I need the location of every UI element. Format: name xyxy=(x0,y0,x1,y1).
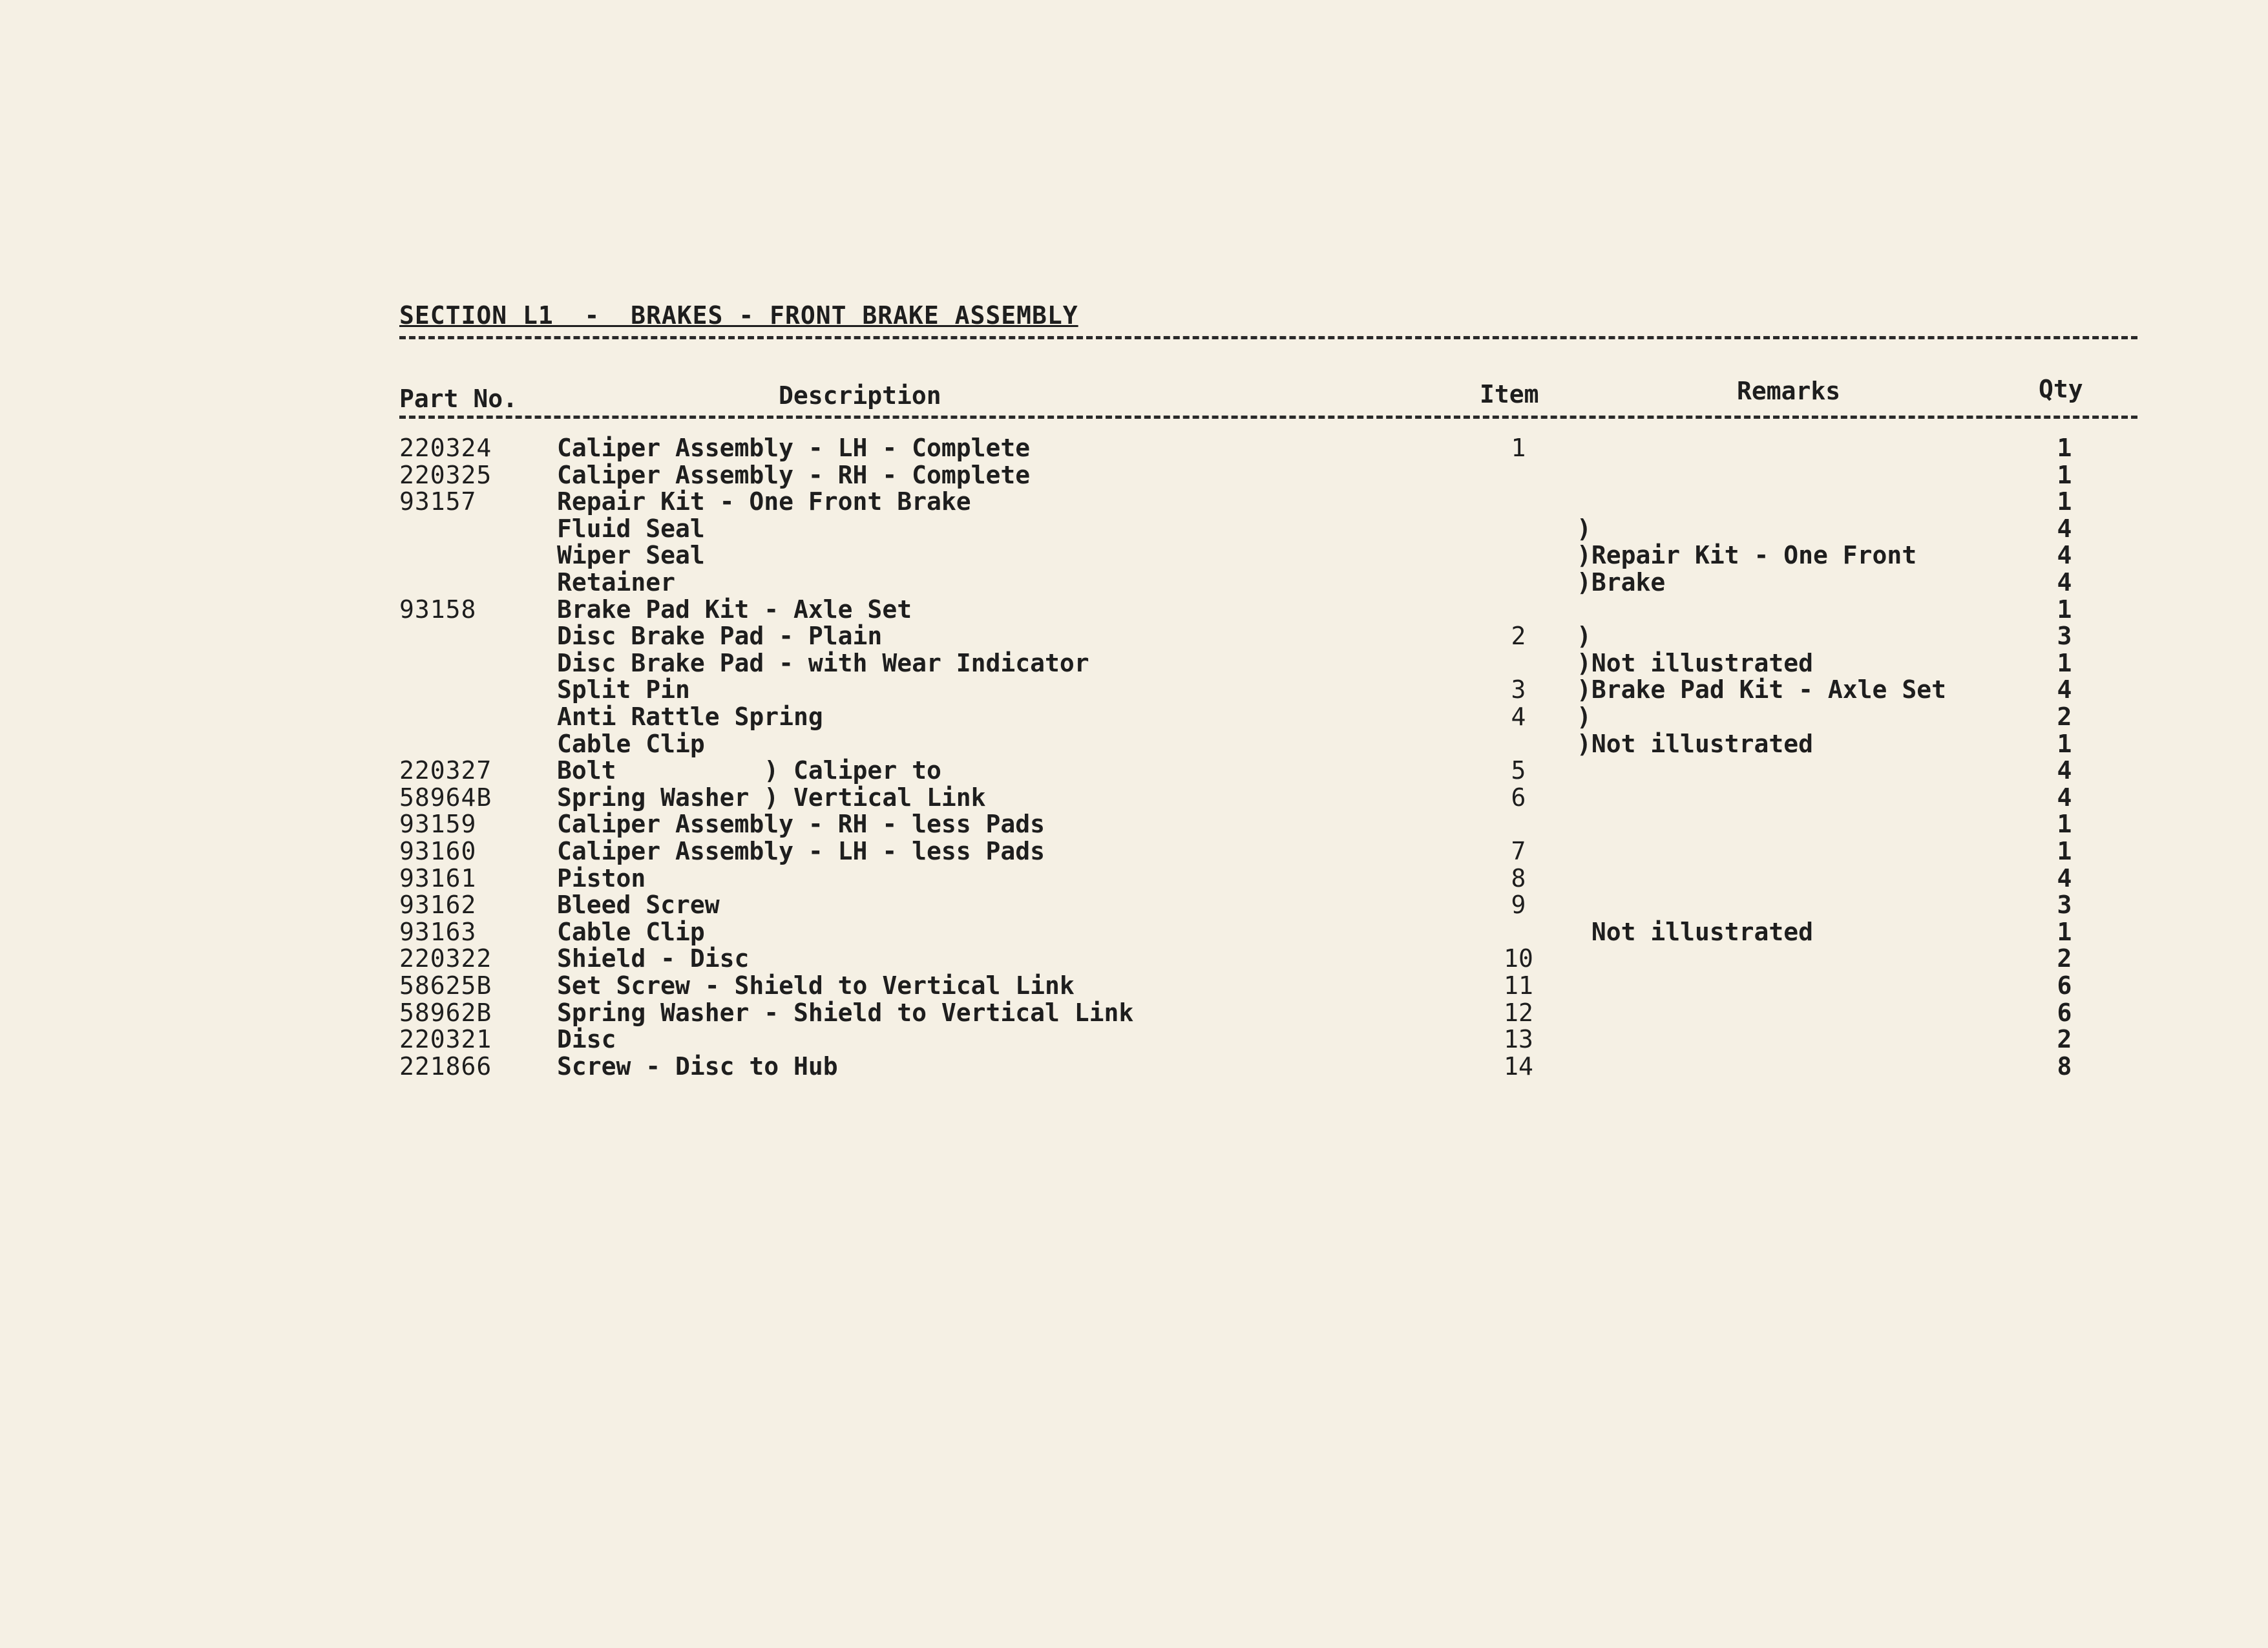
table-row xyxy=(0,865,2268,892)
part-number: 220325 xyxy=(399,460,492,489)
quantity: 2 xyxy=(2057,944,2072,973)
section-title: SECTION L1 - BRAKES - FRONT BRAKE ASSEMBLY xyxy=(399,301,1078,330)
table-row xyxy=(0,891,2268,918)
table-row xyxy=(0,488,2268,515)
quantity: 4 xyxy=(2057,863,2072,893)
part-description: Cable Clip xyxy=(557,729,705,758)
item-number: 5 xyxy=(1511,756,1526,785)
part-number: 220327 xyxy=(399,756,492,785)
quantity: 3 xyxy=(2057,891,2072,920)
part-number: 58964B xyxy=(399,783,492,812)
item-number: 11 xyxy=(1504,971,1533,1000)
quantity: 1 xyxy=(2057,810,2072,839)
header-divider xyxy=(399,416,2137,419)
quantity: 1 xyxy=(2057,434,2072,462)
table-row xyxy=(0,622,2268,650)
part-number: 93161 xyxy=(399,863,477,893)
part-description: Disc Brake Pad - with Wear Indicator xyxy=(557,648,1089,677)
part-description: Anti Rattle Spring xyxy=(557,703,823,731)
table-row xyxy=(0,542,2268,569)
remarks: ) xyxy=(1577,514,1591,543)
item-number: 13 xyxy=(1504,1025,1533,1054)
table-row xyxy=(0,596,2268,623)
table-row xyxy=(0,1026,2268,1053)
part-description: Brake Pad Kit - Axle Set xyxy=(557,595,912,624)
part-description: Caliper Assembly - RH - less Pads xyxy=(557,810,1045,839)
remarks: ) xyxy=(1577,703,1591,731)
item-number: 9 xyxy=(1511,891,1526,920)
part-description: Screw - Disc to Hub xyxy=(557,1051,838,1081)
part-description: Set Screw - Shield to Vertical Link xyxy=(557,971,1075,1000)
part-number: 93162 xyxy=(399,891,477,920)
header-qty: Qty xyxy=(2039,375,2083,403)
part-number: 93157 xyxy=(399,487,477,516)
part-description: Shield - Disc xyxy=(557,944,750,973)
title-divider xyxy=(399,336,2137,339)
table-row xyxy=(0,810,2268,838)
table-row xyxy=(0,461,2268,489)
remarks: )Repair Kit - One Front xyxy=(1577,541,1917,570)
remarks: ) xyxy=(1577,622,1591,651)
item-number: 14 xyxy=(1504,1051,1533,1081)
quantity: 2 xyxy=(2057,1025,2072,1054)
item-number: 1 xyxy=(1511,434,1526,462)
item-number: 7 xyxy=(1511,837,1526,865)
quantity: 3 xyxy=(2057,622,2072,651)
part-number: 93159 xyxy=(399,810,477,839)
quantity: 4 xyxy=(2057,675,2072,704)
quantity: 4 xyxy=(2057,783,2072,812)
part-description: Bolt ) Caliper to xyxy=(557,756,941,785)
quantity: 1 xyxy=(2057,460,2072,489)
table-row xyxy=(0,918,2268,945)
part-number: 220324 xyxy=(399,434,492,462)
item-number: 3 xyxy=(1511,675,1526,704)
item-number: 4 xyxy=(1511,703,1526,731)
table-row xyxy=(0,945,2268,972)
part-description: Repair Kit - One Front Brake xyxy=(557,487,971,516)
table-row xyxy=(0,1053,2268,1080)
part-description: Caliper Assembly - LH - Complete xyxy=(557,434,1031,462)
quantity: 1 xyxy=(2057,917,2072,946)
table-row xyxy=(0,999,2268,1026)
item-number: 2 xyxy=(1511,622,1526,651)
header-description: Description xyxy=(779,381,941,410)
quantity: 4 xyxy=(2057,568,2072,597)
part-description: Caliper Assembly - RH - Complete xyxy=(557,460,1031,489)
item-number: 8 xyxy=(1511,863,1526,893)
part-description: Spring Washer - Shield to Vertical Link xyxy=(557,998,1134,1027)
quantity: 2 xyxy=(2057,703,2072,731)
quantity: 1 xyxy=(2057,595,2072,624)
part-number: 93160 xyxy=(399,837,477,865)
remarks: Not illustrated xyxy=(1577,917,1814,946)
part-number: 220321 xyxy=(399,1025,492,1054)
part-description: Bleed Screw xyxy=(557,891,720,920)
part-number: 221866 xyxy=(399,1051,492,1081)
quantity: 6 xyxy=(2057,998,2072,1027)
quantity: 4 xyxy=(2057,756,2072,785)
part-number: 220322 xyxy=(399,944,492,973)
quantity: 1 xyxy=(2057,729,2072,758)
quantity: 4 xyxy=(2057,541,2072,570)
part-description: Caliper Assembly - LH - less Pads xyxy=(557,837,1045,865)
quantity: 6 xyxy=(2057,971,2072,1000)
remarks: )Brake Pad Kit - Axle Set xyxy=(1577,675,1946,704)
part-description: Piston xyxy=(557,863,646,893)
table-row xyxy=(0,838,2268,865)
table-row xyxy=(0,434,2268,461)
header-part-no: Part No. xyxy=(399,385,518,413)
part-description: Cable Clip xyxy=(557,917,705,946)
remarks: )Brake xyxy=(1577,568,1666,597)
table-row xyxy=(0,650,2268,677)
remarks: )Not illustrated xyxy=(1577,648,1814,677)
header-remarks: Remarks xyxy=(1737,377,1841,405)
part-description: Disc Brake Pad - Plain xyxy=(557,622,883,651)
table-row xyxy=(0,972,2268,999)
quantity: 1 xyxy=(2057,648,2072,677)
table-row xyxy=(0,703,2268,730)
table-row xyxy=(0,515,2268,542)
part-number: 58962B xyxy=(399,998,492,1027)
part-number: 93163 xyxy=(399,917,477,946)
part-description: Spring Washer ) Vertical Link xyxy=(557,783,986,812)
item-number: 10 xyxy=(1504,944,1533,973)
table-row xyxy=(0,676,2268,703)
table-row xyxy=(0,730,2268,757)
table-row xyxy=(0,569,2268,596)
part-description: Fluid Seal xyxy=(557,514,705,543)
part-description: Disc xyxy=(557,1025,616,1054)
part-number: 93158 xyxy=(399,595,477,624)
part-description: Wiper Seal xyxy=(557,541,705,570)
quantity: 1 xyxy=(2057,837,2072,865)
item-number: 12 xyxy=(1504,998,1533,1027)
part-description: Split Pin xyxy=(557,675,690,704)
quantity: 8 xyxy=(2057,1051,2072,1081)
part-description: Retainer xyxy=(557,568,676,597)
remarks: )Not illustrated xyxy=(1577,729,1814,758)
table-row xyxy=(0,784,2268,811)
table-row xyxy=(0,757,2268,784)
header-item: Item xyxy=(1480,380,1539,408)
quantity: 4 xyxy=(2057,514,2072,543)
part-number: 58625B xyxy=(399,971,492,1000)
quantity: 1 xyxy=(2057,487,2072,516)
item-number: 6 xyxy=(1511,783,1526,812)
